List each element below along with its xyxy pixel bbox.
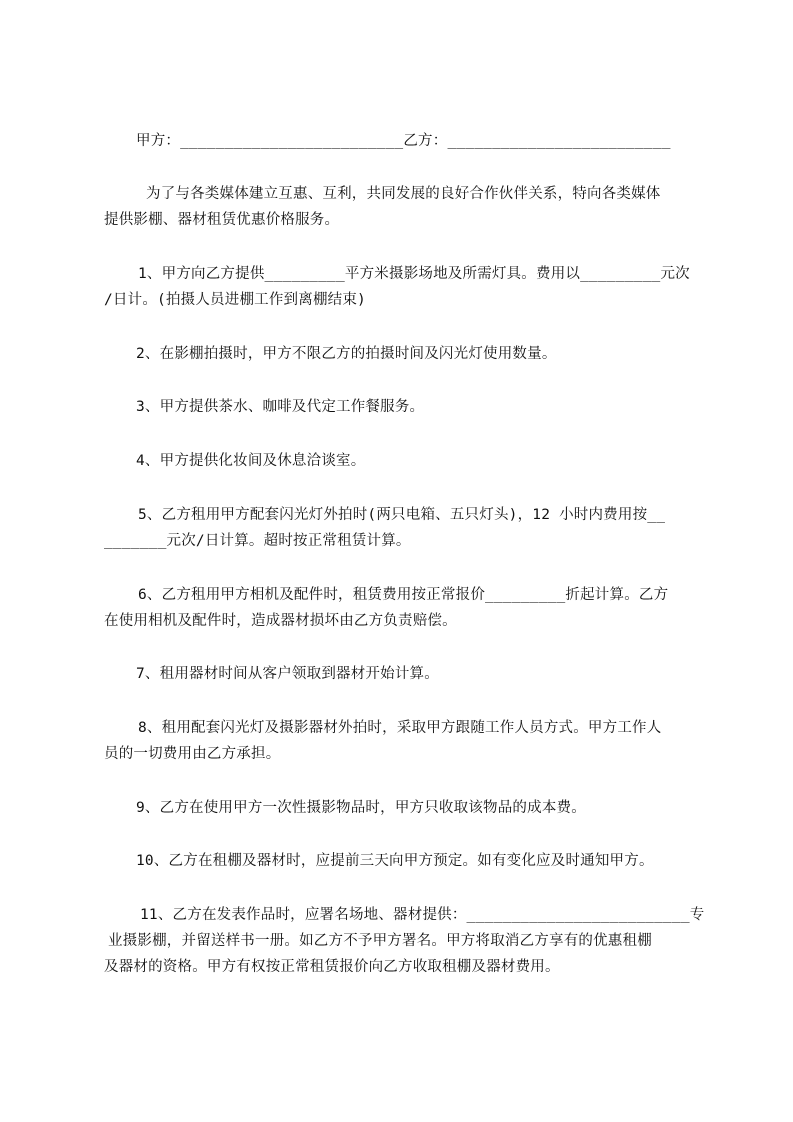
clause-5-line-2: _______元次/日计算。超时按正常租赁计算。 xyxy=(104,533,411,549)
clause-11-line-2: 业摄影棚，并留送样书一册。如乙方不予甲方署名。甲方将取消乙方享有的优惠租棚 xyxy=(108,933,652,949)
clause-6-line-1: 6、乙方租用甲方相机及配件时，租赁费用按正常报价_________折起计算。乙方 xyxy=(138,587,669,603)
intro-line-2: 提供影棚、器材租赁优惠价格服务。 xyxy=(104,212,340,228)
clause-1-line-2: /日计。(拍摄人员进棚工作到离棚结束) xyxy=(104,292,366,308)
intro-line-1: 为了与各类媒体建立互惠、互利，共同发展的良好合作伙伴关系，特向各类媒体 xyxy=(146,186,661,202)
clause-11-line-3: 及器材的资格。甲方有权按正常租赁报价向乙方收取租棚及器材费用。 xyxy=(104,959,560,975)
clause-2-line-1: 2、在影棚拍摄时，甲方不限乙方的拍摄时间及闪光灯使用数量。 xyxy=(136,346,557,362)
clause-8-line-2: 员的一切费用由乙方承担。 xyxy=(104,746,281,762)
clause-1-line-1: 1、甲方向乙方提供_________平方米摄影场地及所需灯具。费用以_________元次 xyxy=(138,266,690,282)
clause-7-line-1: 7、租用器材时间从客户领取到器材开始计算。 xyxy=(136,666,439,682)
clause-3-line-1: 3、甲方提供茶水、咖啡及代定工作餐服务。 xyxy=(136,399,425,415)
clause-4-line-1: 4、甲方提供化妆间及休息洽谈室。 xyxy=(136,453,366,469)
clause-5-line-1: 5、乙方租用甲方配套闪光灯外拍时(两只电箱、五只灯头)，12 小时内费用按__ xyxy=(138,507,666,523)
clause-11-line-1: 11、乙方在发表作品时，应署名场地、器材提供：_________________________专 xyxy=(140,907,705,923)
clause-8-line-1: 8、租用配套闪光灯及摄影器材外拍时，采取甲方跟随工作人员方式。甲方工作人 xyxy=(138,720,662,736)
clause-10-line-1: 10、乙方在租棚及器材时，应提前三天向甲方预定。如有变化应及时通知甲方。 xyxy=(136,853,654,869)
clause-6-line-2: 在使用相机及配件时，造成器材损坏由乙方负责赔偿。 xyxy=(104,613,457,629)
clause-9-line-1: 9、乙方在使用甲方一次性摄影物品时，甲方只收取该物品的成本费。 xyxy=(136,800,586,816)
parties-line: 甲方：_________________________乙方：_________________________ xyxy=(136,133,671,149)
